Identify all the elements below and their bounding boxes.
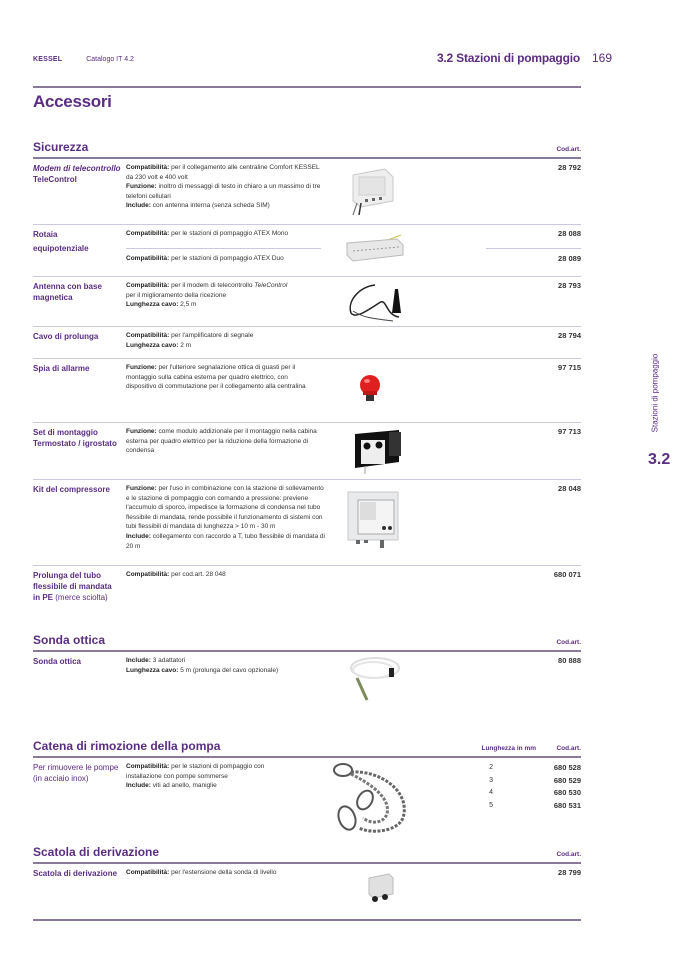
article-code: 28 794 <box>558 331 581 340</box>
column-header-code: Cod.art. <box>556 745 581 752</box>
desc-label: Compatibilità: <box>126 571 170 578</box>
length-value: 2 <box>489 764 493 771</box>
product-row <box>33 423 581 480</box>
page-header-left <box>33 56 134 63</box>
product-name-text: Prolunga del tubo flessibile di mandata in PE <box>33 571 112 602</box>
article-code: 28 793 <box>558 281 581 290</box>
product-row <box>33 327 581 359</box>
column-header-code: Cod.art. <box>556 851 581 858</box>
product-description <box>126 229 326 239</box>
desc-text: per cod.art. 28 048 <box>171 571 226 578</box>
chapter-side-tab <box>648 348 662 438</box>
product-name-suffix: (in acciaio inox) <box>33 774 89 783</box>
desc-label: Funzione: <box>126 428 157 435</box>
product-row <box>33 225 581 277</box>
desc-text: 5 m (prolunga del cavo opzionale) <box>180 666 279 674</box>
product-name: Scatola di derivazione <box>33 869 118 878</box>
article-code: 28 089 <box>558 254 581 263</box>
product-row <box>33 652 581 732</box>
desc-text: per il miglioramento della ricezione <box>126 291 227 299</box>
product-name <box>33 570 119 603</box>
length-list <box>489 762 493 812</box>
product-description <box>126 281 326 310</box>
desc-text: per l'uso in combinazione con la stazione di sollevamento e le stazione di pompaggio con comando a pressione: previene l'accumulo di sporco, impedisce la formazione di condensa nel tubo flessibile di mandata, rende possibile il funzionamento di sistemi con tubi flessibili di mandata di lunghezza > 10 m - 30 m <box>126 485 324 531</box>
desc-label: Compatibilità: <box>126 255 170 262</box>
product-description <box>126 363 316 392</box>
desc-label: Lunghezza cavo: <box>126 666 179 674</box>
desc-text: per l'amplificatore di segnale <box>171 332 254 339</box>
article-code: 28 088 <box>558 229 581 238</box>
desc-text: per le stazioni di pompaggio ATEX Mono <box>171 230 289 237</box>
product-name: Rotaia equipotenziale <box>33 230 89 253</box>
product-name: Antenna con base magnetica <box>33 282 102 302</box>
product-description <box>126 163 326 211</box>
article-code: 680 071 <box>553 570 581 579</box>
product-name-suffix: (merce sciolta) <box>55 593 108 602</box>
article-code: 680 531 <box>553 800 581 810</box>
article-code: 680 530 <box>553 788 581 797</box>
side-tab-number: 3.2 <box>648 451 671 468</box>
desc-label: Include: <box>126 532 151 540</box>
section-title: Sonda ottica <box>33 633 106 647</box>
magnetic-antenna-image <box>345 279 405 323</box>
product-name: Cavo di prolunga <box>33 332 99 341</box>
product-row <box>33 159 581 225</box>
desc-text: per l'estensione della sonda di livello <box>171 869 277 876</box>
desc-text: con antenna interna (senza scheda SIM) <box>152 202 270 210</box>
desc-label: Compatibilità: <box>126 763 170 770</box>
product-row <box>33 864 581 918</box>
desc-italic: TeleControl <box>254 282 288 289</box>
code-list <box>554 762 581 812</box>
desc-label: Include: <box>126 657 151 664</box>
desc-text: come modulo addizionale per il montaggio nella cabina esterna per quadro elettrico per la riduzione della formazione di condensa <box>126 428 317 455</box>
junction-box-image <box>365 872 397 904</box>
desc-label: Include: <box>126 782 151 790</box>
product-row <box>33 277 581 327</box>
desc-label: Funzione: <box>126 364 157 371</box>
article-code: 680 529 <box>553 775 581 785</box>
article-code: 97 713 <box>558 427 581 436</box>
brand-label: KESSEL <box>33 56 63 63</box>
thermostat-set-image <box>353 428 405 476</box>
section-scatola <box>33 846 581 918</box>
section-header <box>33 141 581 159</box>
header-rule <box>33 86 581 88</box>
desc-text: collegamento con raccordo a T, tubo flessibile di mandata di 20 m <box>126 532 325 550</box>
product-name-text: Per rimuovere le pompe <box>33 763 119 772</box>
product-name <box>33 163 123 185</box>
section-header <box>33 740 581 758</box>
article-code: 80 888 <box>558 656 581 665</box>
product-description <box>126 484 326 551</box>
article-code: 680 528 <box>553 763 581 772</box>
column-header-code: Cod.art. <box>556 639 581 646</box>
desc-text: per le stazioni di pompaggio con installazione con pompe sommerse <box>126 763 265 780</box>
desc-text: inoltro di messaggi di testo in chiaro a un massimo di tre telefoni cellulari <box>126 183 321 200</box>
product-description <box>126 868 346 878</box>
desc-label: Compatibilità: <box>126 164 170 171</box>
desc-label: Funzione: <box>126 485 157 492</box>
optical-probe-image <box>345 654 405 706</box>
desc-label: Compatibilità: <box>126 332 170 339</box>
section-catena <box>33 740 581 844</box>
article-code: 97 715 <box>558 363 581 372</box>
desc-text: viti ad anello, maniglie <box>152 782 217 790</box>
product-row <box>33 480 581 566</box>
desc-label: Lunghezza cavo: <box>126 341 179 349</box>
product-name <box>33 762 123 784</box>
equipotential-rail-image <box>345 233 407 265</box>
desc-text: per le stazioni di pompaggio ATEX Duo <box>171 255 284 262</box>
desc-text: per il collegamento alle centraline Comfort KESSEL da 230 volt e 400 volt <box>126 164 320 181</box>
section-title: Sicurezza <box>33 140 89 154</box>
article-code: 28 792 <box>558 163 581 172</box>
footer-rule <box>33 919 581 921</box>
product-name-text: TeleControl <box>33 175 77 184</box>
length-value: 5 <box>489 801 493 809</box>
product-description <box>126 254 326 264</box>
length-value: 3 <box>489 776 493 784</box>
product-name: Kit del compressore <box>33 485 110 494</box>
variant-divider <box>486 248 581 249</box>
catalog-label: Catalogo IT 4.2 <box>86 56 134 63</box>
product-description <box>126 331 326 350</box>
page-title: Accessori <box>33 92 112 111</box>
product-name: Spia di allarme <box>33 364 90 373</box>
section-heading: 3.2 Stazioni di pompaggio <box>436 51 580 65</box>
product-row <box>33 359 581 423</box>
page-header-right <box>437 51 612 65</box>
length-value: 4 <box>489 789 493 796</box>
desc-label: Include: <box>126 202 151 210</box>
section-header <box>33 846 581 864</box>
product-row <box>33 758 581 844</box>
section-title: Scatola di derivazione <box>33 845 160 859</box>
telecontrol-modem-image <box>347 165 397 215</box>
compressor-kit-image <box>346 490 402 554</box>
alarm-light-image <box>358 373 382 403</box>
desc-text: 3 adattatori <box>152 657 186 664</box>
desc-label: Funzione: <box>126 183 157 191</box>
product-description <box>126 762 266 791</box>
desc-label: Compatibilità: <box>126 230 170 237</box>
column-header-length: Lunghezza in mm <box>481 745 536 752</box>
product-name-italic: Modem di telecontrollo <box>33 164 121 173</box>
removal-chain-image <box>331 762 421 838</box>
article-code: 28 799 <box>558 868 581 877</box>
desc-text: 2,5 m <box>180 301 197 309</box>
desc-label: Lunghezza cavo: <box>126 301 179 309</box>
desc-text: per l'ulteriore segnalazione ottica di guasti per il montaggio sulla cabina esterna per quadro elettrico, con dispositivo di commutazione per il collegamento alla centralina <box>126 364 306 391</box>
section-header <box>33 634 581 652</box>
section-sonda-ottica <box>33 634 581 732</box>
product-name: Sonda ottica <box>33 657 82 666</box>
column-header-code: Cod.art. <box>556 146 581 153</box>
variant-divider <box>126 248 321 249</box>
article-code: 28 048 <box>558 484 581 493</box>
product-description <box>126 570 326 580</box>
section-sicurezza <box>33 141 581 610</box>
product-description <box>126 427 326 456</box>
desc-text: 2 m <box>180 341 192 349</box>
desc-text: per il modem di telecontrollo <box>171 282 255 289</box>
desc-label: Compatibilità: <box>126 869 170 876</box>
section-title: Catena di rimozione della pompa <box>33 739 221 753</box>
page-number: 169 <box>591 51 612 65</box>
desc-label: Compatibilità: <box>126 282 170 289</box>
product-name: Set di montaggio Termostato / igrostato <box>33 428 117 448</box>
side-tab-label: Stazioni di pompaggio <box>650 353 660 433</box>
product-description <box>126 656 346 675</box>
product-row <box>33 566 581 610</box>
